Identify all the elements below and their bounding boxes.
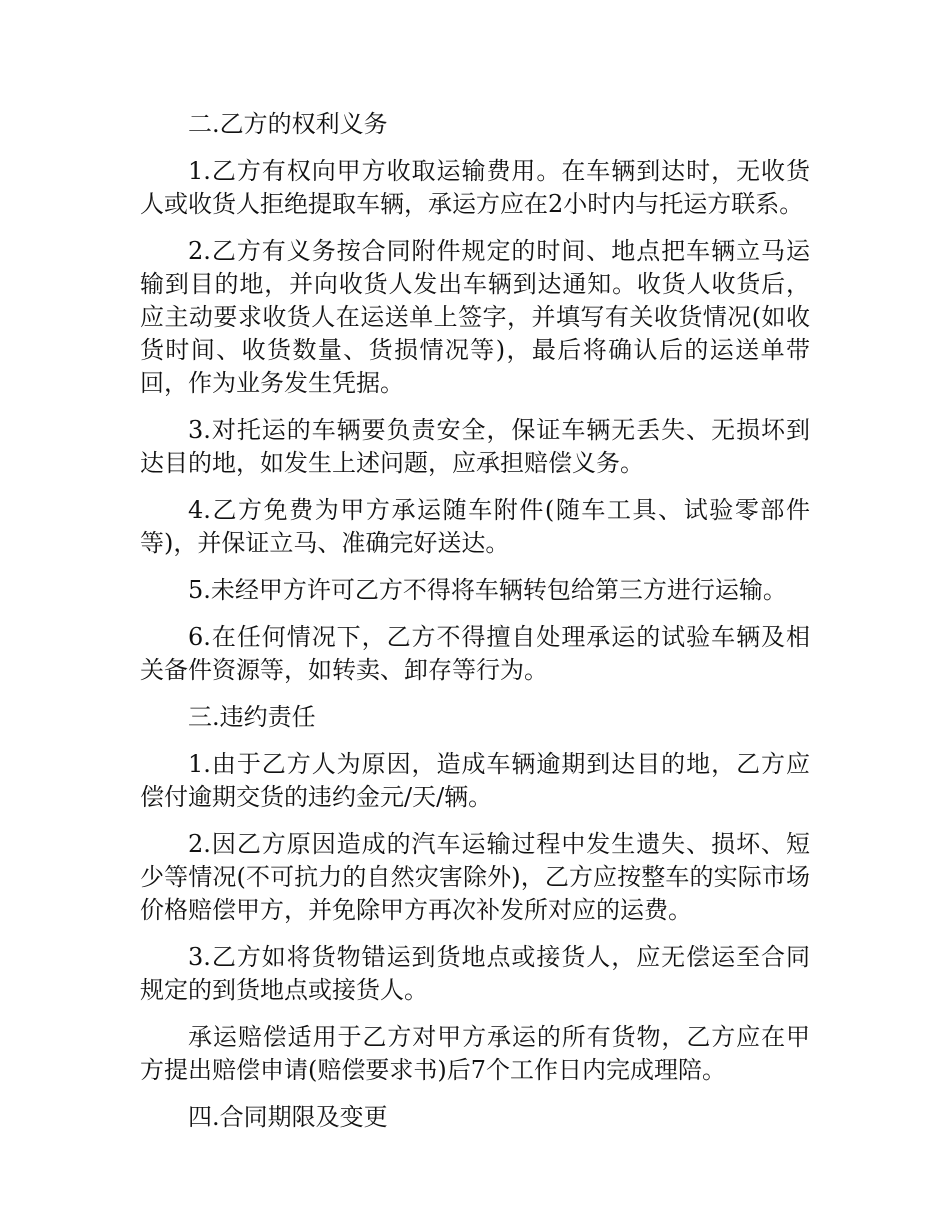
paragraph-rights-5: 5.未经甲方许可乙方不得将车辆转包给第三方进行运输。: [188, 576, 787, 604]
paragraph-rights-4: 4.乙方免费为甲方承运随车附件(随车工具、试验零部件等)，并保证立马、准确完好送达。: [140, 496, 810, 557]
paragraph-rights-6: 6.在任何情况下，乙方不得擅自处理承运的试验车辆及相关备件资源等，如转卖、卸存等行为。: [140, 623, 810, 684]
paragraph-breach-3: 3.乙方如将货物错运到货地点或接货人，应无偿运至合同规定的到货地点或接货人。: [140, 943, 810, 1004]
paragraph-breach-1: 1.由于乙方人为原因，造成车辆逾期到达目的地，乙方应偿付逾期交货的违约金元/天/辆。: [140, 750, 810, 811]
section-heading-breach: 三.违约责任: [188, 703, 316, 731]
paragraph-rights-1: 1.乙方有权向甲方收取运输费用。在车辆到达时，无收货人或收货人拒绝提取车辆，承运方应在2小时内与托运方联系。: [140, 157, 810, 218]
paragraph-rights-2: 2.乙方有义务按合同附件规定的时间、地点把车辆立马运输到目的地，并向收货人发出车辆到达通知。收货人收货后，应主动要求收货人在运送单上签字，并填写有关收货情况(如收货时间、收货数量、货损情况等)，最后将确认后的运送单带回，作为业务发生凭据。: [140, 237, 810, 397]
paragraph-rights-3: 3.对托运的车辆要负责安全，保证车辆无丢失、无损坏到达目的地，如发生上述问题，应承担赔偿义务。: [140, 416, 810, 477]
section-heading-term: 四.合同期限及变更: [188, 1103, 388, 1131]
paragraph-breach-2: 2.因乙方原因造成的汽车运输过程中发生遗失、损坏、短少等情况(不可抗力的自然灾害除外)，乙方应按整车的实际市场价格赔偿甲方，并免除甲方再次补发所对应的运费。: [140, 830, 810, 924]
paragraph-breach-4: 承运赔偿适用于乙方对甲方承运的所有货物，乙方应在甲方提出赔偿申请(赔偿要求书)后7个工作日内完成理陪。: [140, 1023, 810, 1084]
section-heading-rights: 二.乙方的权利义务: [188, 110, 388, 138]
